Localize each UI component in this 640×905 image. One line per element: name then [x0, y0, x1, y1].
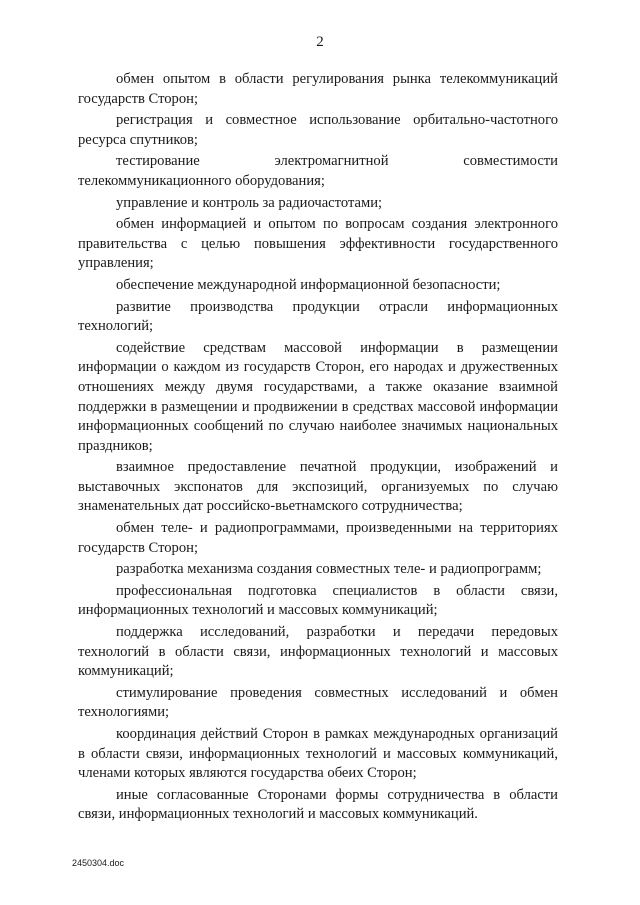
paragraph: обмен теле- и радиопрограммами, произведенными на территориях государств Сторон;	[78, 520, 558, 556]
paragraph: тестирование электромагнитной совместимости телекоммуникационного оборудования;	[78, 153, 558, 189]
paragraph: обеспечение международной информационной безопасности;	[116, 276, 501, 293]
paragraph: развитие производства продукции отрасли информационных технологий;	[78, 298, 558, 335]
paragraph: управление и контроль за радиочастотами;	[116, 194, 383, 211]
paragraph: обмен информацией и опытом по вопросам создания электронного правительства с целью повышения эффективности государственного управления;	[78, 216, 558, 272]
paragraph: координация действий Сторон в рамках международных организаций в области связи, информационных технологий и массовых коммуникаций, членами которых являются государства обеих Сторон;	[78, 726, 558, 782]
paragraph: содействие средствам массовой информации в размещении информации о каждом из государств Сторон, его народах и дружественных отношениях между двумя государствами, а также оказание взаимной поддержки в размещении и продвижении в средствах массовой информации информационных сообщений по случаю наиболее значимых национальных праздников;	[78, 339, 558, 454]
paragraph: взаимное предоставление печатной продукции, изображений и выставочных экспонатов для экспозиций, организуемых по случаю знаменательных дат российско-вьетнамского сотрудничества;	[78, 459, 558, 515]
paragraph: иные согласованные Сторонами формы сотрудничества в области связи, информационных технологий и массовых коммуникаций.	[78, 786, 558, 823]
page-number: 2	[316, 34, 324, 50]
document-body	[78, 70, 558, 827]
paragraph: регистрация и совместное использование орбитально-частотного ресурса спутников;	[78, 112, 558, 148]
document-filename: 2450304.doc	[72, 858, 125, 868]
paragraph: разработка механизма создания совместных теле- и радиопрограмм;	[116, 561, 542, 578]
paragraph: стимулирование проведения совместных исследований и обмен технологиями;	[78, 684, 558, 721]
paragraph: обмен опытом в области регулирования рынка телекоммуникаций государств Сторон;	[78, 71, 558, 107]
paragraph: профессиональная подготовка специалистов в области связи, информационных технологий и массовых коммуникаций;	[78, 582, 558, 619]
paragraph: поддержка исследований, разработки и передачи передовых технологий в области связи, информационных технологий и массовых коммуникаций;	[78, 624, 558, 680]
